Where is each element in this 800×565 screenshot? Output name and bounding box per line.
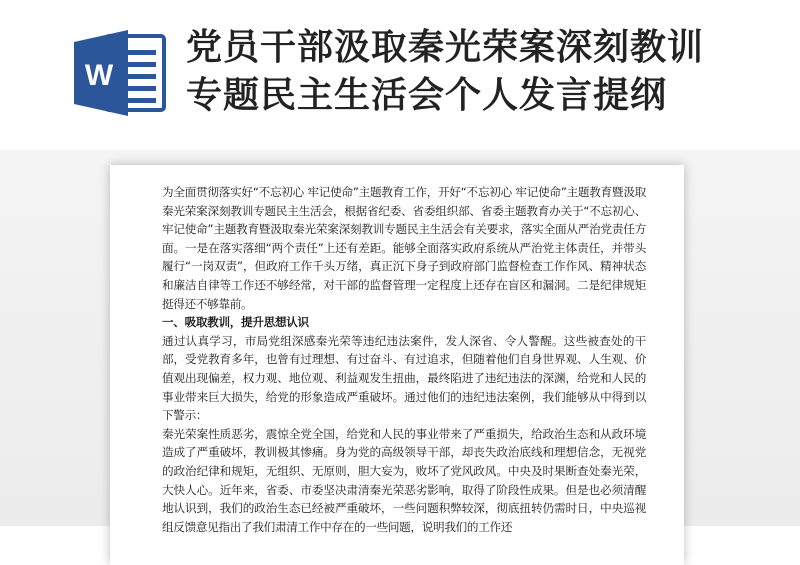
document-body: [162, 183, 646, 536]
page-title: [186, 24, 786, 120]
paragraph-intro: 为全面贯彻落实好“不忘初心 牢记使命”主题教育工作，开好“不忘初心 牢记使命”主题教育暨汲取秦光荣案深刻教训专题民主生活会，根据省纪委、省委组织部、省委主题教育办关于“不忘初心、牢记使命”主题教育暨汲取秦光荣案深刻教训专题民主生活会有关要求，落实全面从严治党责任方面。一是在落实落细“两个责任”上还有差距。能够全面落实政府系统从严治党主体责任，并带头履行“一岗双责”，但政府工作千头万绪，真正沉下身子到政府部门监督检查工作作风、精神状态和廉洁自律等工作还不够经常，对干部的监督管理一定程度上还存在盲区和漏洞。二是纪律规矩挺得还不够靠前。: [162, 185, 646, 311]
title-line-1: 党员干部汲取秦光荣案深刻教训: [186, 27, 705, 68]
header: [0, 0, 800, 150]
word-icon: [72, 30, 168, 116]
paragraph-case: 秦光荣案性质恶劣，震惊全党全国，给党和人民的事业带来了严重损失，给政治生态和从政环境造成了严重破坏，教训极其惨痛。身为党的高级领导干部，却丧失政治底线和理想信念，无视党的政治纪律和规矩，无组织、无原则，胆大妄为，败坏了党风政风。中央及时果断查处秦光荣，大快人心。近年来，省委、市委坚决肃清秦光荣恶劣影响，取得了阶段性成果。但是也必须清醒地认识到，我们的政治生态已经被严重破坏，一些问题积弊较深，彻底扭转仍需时日，中央巡视组反馈意见指出了我们肃清工作中存在的一些问题，说明我们的工作还: [162, 426, 646, 534]
word-icon-letter: W: [84, 59, 114, 92]
title-line-2: 专题民主生活会个人发言提纲: [186, 75, 668, 116]
paragraph-lessons: 通过认真学习，市局党组深感秦光荣等违纪违法案件，发人深省、令人警醒。这些被查处的干部，受党教育多年，也曾有过理想、有过奋斗、有过追求，但随着他们自身世界观、人生观、价值观出现偏差，权力观、地位观、利益观发生扭曲，最终陷进了违纪违法的深渊，给党和人民的事业带来巨大损失，给党的形象造成严重破坏。通过他们的违纪违法案例，我们能够从中得到以下警示：: [162, 333, 646, 423]
section-heading: 一、吸取教训，提升思想认识: [162, 315, 309, 330]
